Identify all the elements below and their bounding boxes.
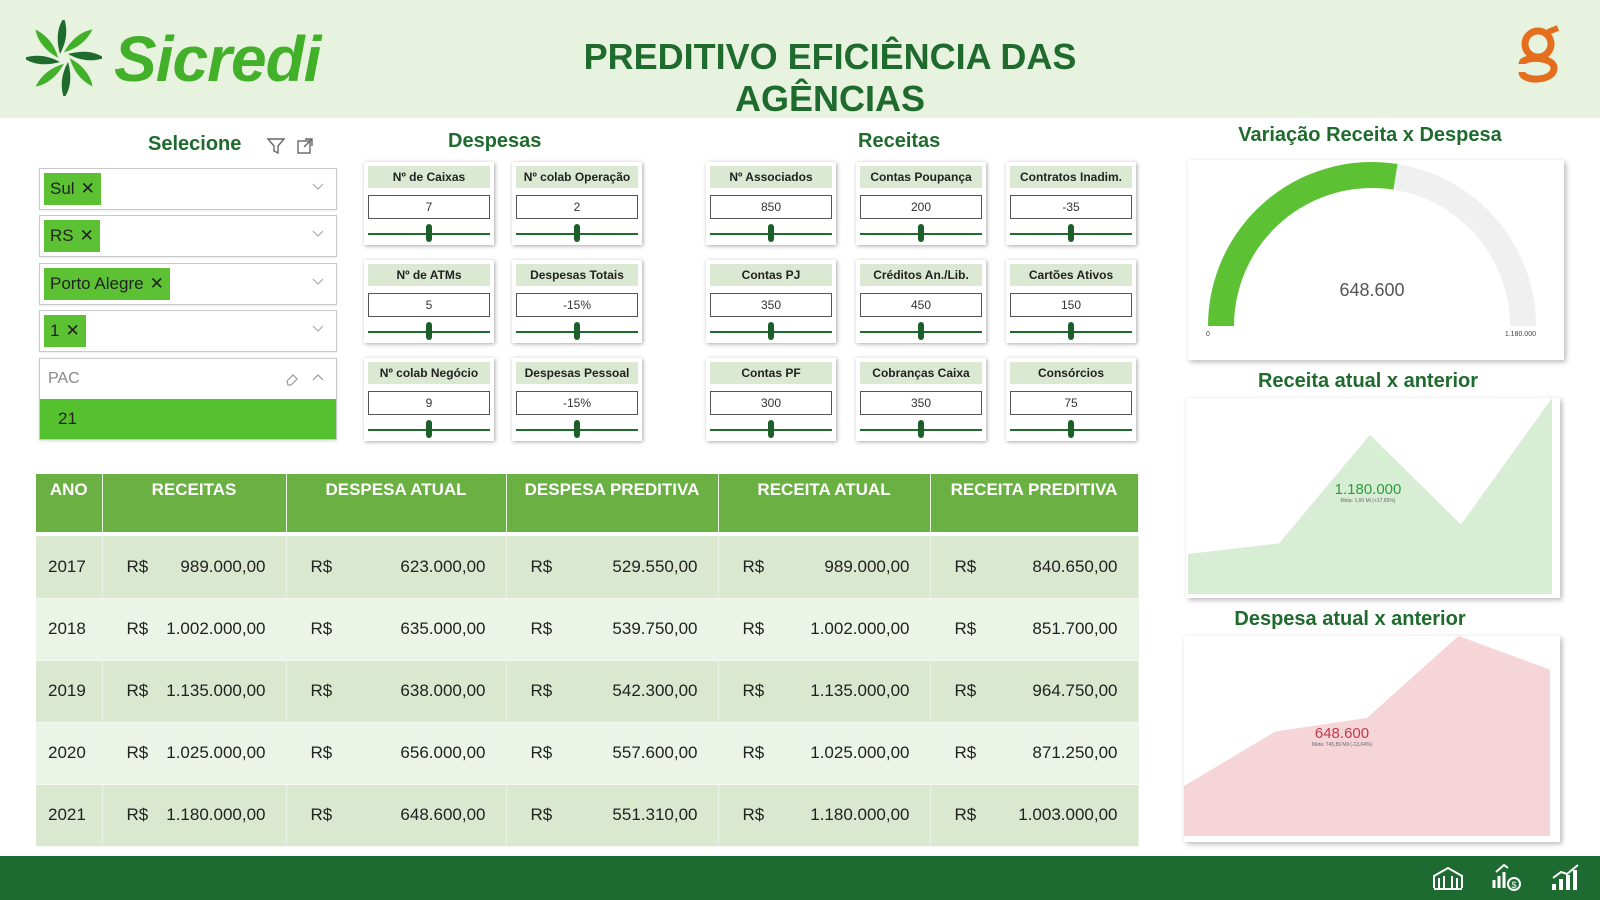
currency-symbol: R$ bbox=[742, 681, 765, 700]
param-card bbox=[512, 162, 642, 245]
money-value: 656.000,00 bbox=[400, 743, 486, 762]
money-value: 648.600,00 bbox=[400, 805, 486, 824]
year-cell: 2017 bbox=[36, 536, 102, 598]
gauge-title: Variação Receita x Despesa bbox=[1238, 124, 1502, 146]
currency-symbol: R$ bbox=[954, 681, 977, 700]
despesa-area-chart bbox=[1184, 636, 1560, 842]
param-label: Despesas Pessoal bbox=[516, 362, 638, 384]
money-value: 1.025.000,00 bbox=[166, 743, 266, 762]
money-value: 557.600,00 bbox=[612, 743, 698, 762]
currency-symbol: R$ bbox=[310, 743, 333, 762]
param-slider-thumb[interactable] bbox=[574, 322, 580, 340]
param-card bbox=[856, 162, 986, 245]
money-cell bbox=[930, 536, 1138, 598]
money-value: 851.700,00 bbox=[1032, 619, 1118, 638]
money-value: 1.135.000,00 bbox=[166, 681, 266, 700]
money-cell bbox=[718, 722, 930, 784]
currency-symbol: R$ bbox=[126, 556, 149, 576]
param-card bbox=[706, 260, 836, 343]
money-value: 542.300,00 bbox=[612, 681, 698, 700]
currency-symbol: R$ bbox=[530, 743, 553, 762]
money-value: 638.000,00 bbox=[400, 681, 486, 700]
currency-symbol: R$ bbox=[310, 556, 333, 576]
param-card bbox=[856, 358, 986, 441]
currency-symbol: R$ bbox=[126, 619, 149, 638]
receita-chart-card bbox=[1186, 398, 1560, 598]
money-cell bbox=[718, 784, 930, 846]
money-cell bbox=[718, 598, 930, 660]
bar-chart-icon[interactable] bbox=[1550, 862, 1582, 894]
money-value: 840.650,00 bbox=[1032, 556, 1118, 576]
remove-chip-icon[interactable]: ✕ bbox=[79, 226, 94, 245]
column-header: ANO bbox=[36, 474, 102, 532]
money-cell bbox=[718, 660, 930, 722]
column-header: RECEITAS bbox=[102, 474, 286, 532]
param-label: Contratos Inadim. bbox=[1010, 166, 1132, 188]
param-value-input[interactable]: 850 bbox=[710, 195, 832, 219]
param-value-input[interactable]: 75 bbox=[1010, 391, 1132, 415]
currency-symbol: R$ bbox=[126, 805, 149, 824]
g-logo-icon bbox=[1514, 24, 1562, 88]
money-value: 989.000,00 bbox=[180, 556, 266, 576]
param-label: Nº de ATMs bbox=[368, 264, 490, 286]
currency-symbol: R$ bbox=[126, 743, 149, 762]
despesa-chart-title: Despesa atual x anterior bbox=[1234, 608, 1466, 630]
currency-symbol: R$ bbox=[530, 619, 553, 638]
param-card bbox=[1006, 162, 1136, 245]
despesas-title: Despesas bbox=[448, 130, 542, 152]
column-header: DESPESA PREDITIVA bbox=[506, 474, 718, 532]
money-cell bbox=[102, 598, 286, 660]
table-header-row bbox=[36, 474, 1138, 532]
money-value: 1.002.000,00 bbox=[166, 619, 266, 638]
param-label: Nº colab Negócio bbox=[368, 362, 490, 384]
param-slider-thumb[interactable] bbox=[426, 322, 432, 340]
gauge-chart bbox=[1188, 160, 1564, 360]
money-cell bbox=[930, 784, 1138, 846]
param-label: Consórcios bbox=[1010, 362, 1132, 384]
param-slider-thumb[interactable] bbox=[918, 420, 924, 438]
param-label: Contas PF bbox=[710, 362, 832, 384]
param-value-input[interactable]: 7 bbox=[368, 195, 490, 219]
param-slider-thumb[interactable] bbox=[574, 420, 580, 438]
bank-icon[interactable] bbox=[1432, 862, 1464, 894]
param-card bbox=[364, 162, 494, 245]
money-cell bbox=[102, 722, 286, 784]
money-value: 635.000,00 bbox=[400, 619, 486, 638]
currency-symbol: R$ bbox=[530, 805, 553, 824]
param-card bbox=[512, 260, 642, 343]
currency-symbol: R$ bbox=[954, 619, 977, 638]
param-label: Contas Poupança bbox=[860, 166, 982, 188]
money-value: 539.750,00 bbox=[612, 619, 698, 638]
gauge-value-label: 648.600 bbox=[1339, 280, 1405, 300]
param-slider-thumb[interactable] bbox=[918, 224, 924, 242]
param-slider-thumb[interactable] bbox=[1068, 322, 1074, 340]
money-cell bbox=[506, 536, 718, 598]
currency-symbol: R$ bbox=[742, 743, 765, 762]
money-cell bbox=[718, 536, 930, 598]
filter-chip bbox=[44, 268, 170, 300]
currency-symbol: R$ bbox=[954, 556, 977, 576]
money-cell bbox=[102, 784, 286, 846]
chip-label: 1 bbox=[50, 321, 60, 340]
param-card bbox=[364, 358, 494, 441]
currency-symbol: R$ bbox=[310, 619, 333, 638]
currency-symbol: R$ bbox=[954, 743, 977, 762]
money-value: 871.250,00 bbox=[1032, 743, 1118, 762]
param-label: Cobranças Caixa bbox=[860, 362, 982, 384]
header-bar bbox=[0, 0, 1600, 118]
param-label: Nº colab Operação bbox=[516, 166, 638, 188]
filter-dropdown-region[interactable] bbox=[39, 168, 337, 210]
pac-dropdown[interactable] bbox=[39, 358, 337, 440]
money-value: 1.002.000,00 bbox=[810, 619, 910, 638]
sicredi-logo bbox=[26, 18, 346, 98]
table-row bbox=[36, 536, 1138, 598]
money-value: 1.180.000,00 bbox=[810, 805, 910, 824]
svg-text:$: $ bbox=[1511, 880, 1517, 890]
param-value-input[interactable]: 5 bbox=[368, 293, 490, 317]
money-cell bbox=[506, 660, 718, 722]
param-value-input[interactable]: -15% bbox=[516, 293, 638, 317]
param-card bbox=[1006, 260, 1136, 343]
currency-symbol: R$ bbox=[954, 805, 977, 824]
money-cell bbox=[102, 536, 286, 598]
param-slider-thumb[interactable] bbox=[768, 420, 774, 438]
gauge-card bbox=[1188, 160, 1564, 360]
chip-label: Sul bbox=[50, 179, 75, 198]
param-card bbox=[856, 260, 986, 343]
param-label: Nº Associados bbox=[710, 166, 832, 188]
pac-option-selected[interactable]: 21 bbox=[40, 399, 336, 439]
money-cell bbox=[506, 784, 718, 846]
param-value-input[interactable]: -35 bbox=[1010, 195, 1132, 219]
filter-chip bbox=[44, 315, 86, 347]
remove-chip-icon[interactable]: ✕ bbox=[65, 321, 80, 340]
filter-icon[interactable] bbox=[266, 136, 288, 156]
param-label: Contas PJ bbox=[710, 264, 832, 286]
column-header: RECEITA PREDITIVA bbox=[930, 474, 1138, 532]
gauge-fill bbox=[1208, 162, 1397, 326]
year-cell: 2021 bbox=[36, 784, 102, 846]
param-slider-thumb[interactable] bbox=[768, 322, 774, 340]
sicredi-logo-icon bbox=[26, 20, 102, 96]
slicer-toolbar bbox=[266, 136, 344, 156]
param-card bbox=[706, 358, 836, 441]
param-value-input[interactable]: 150 bbox=[1010, 293, 1132, 317]
gauge-max-label: 1.180.000 bbox=[1504, 331, 1536, 338]
filter-dropdown-city[interactable] bbox=[39, 263, 337, 305]
money-cell bbox=[286, 598, 506, 660]
table-row bbox=[36, 784, 1138, 846]
expand-icon[interactable] bbox=[295, 136, 317, 156]
chevron-up-icon[interactable] bbox=[312, 373, 324, 381]
money-value: 1.025.000,00 bbox=[810, 743, 910, 762]
money-value: 989.000,00 bbox=[824, 556, 910, 576]
table-row bbox=[36, 598, 1138, 660]
param-slider-thumb[interactable] bbox=[1068, 420, 1074, 438]
money-value: 1.180.000,00 bbox=[166, 805, 266, 824]
money-cell bbox=[930, 722, 1138, 784]
page-title: PREDITIVO EFICIÊNCIA DAS AGÊNCIAS bbox=[583, 36, 1077, 119]
filter-chip bbox=[44, 173, 101, 205]
param-value-input[interactable]: 200 bbox=[860, 195, 982, 219]
money-cell bbox=[930, 598, 1138, 660]
chevron-down-icon[interactable] bbox=[312, 278, 324, 286]
brand-name: Sicredi bbox=[114, 23, 321, 95]
pac-placeholder: PAC bbox=[48, 370, 80, 387]
despesa-chart-card bbox=[1184, 636, 1560, 842]
param-value-input[interactable]: 300 bbox=[710, 391, 832, 415]
param-slider-thumb[interactable] bbox=[426, 420, 432, 438]
param-label: Nº de Caixas bbox=[368, 166, 490, 188]
param-card bbox=[512, 358, 642, 441]
param-card bbox=[706, 162, 836, 245]
eraser-icon[interactable] bbox=[284, 371, 300, 387]
param-card bbox=[1006, 358, 1136, 441]
money-cell bbox=[506, 598, 718, 660]
receitas-title: Receitas bbox=[858, 130, 941, 152]
param-label: Créditos An./Lib. bbox=[860, 264, 982, 286]
column-header: DESPESA ATUAL bbox=[286, 474, 506, 532]
param-card bbox=[364, 260, 494, 343]
filter-dropdown-cooperative[interactable] bbox=[39, 310, 337, 352]
chevron-down-icon[interactable] bbox=[312, 325, 324, 333]
gauge-min-label: 0 bbox=[1206, 331, 1210, 338]
receita-area-chart bbox=[1186, 398, 1560, 598]
results-table bbox=[36, 474, 1139, 847]
growth-money-icon[interactable] bbox=[1490, 862, 1522, 894]
column-header: RECEITA ATUAL bbox=[718, 474, 930, 532]
filter-chip bbox=[44, 220, 100, 252]
table-row bbox=[36, 660, 1138, 722]
money-cell bbox=[286, 536, 506, 598]
money-value: 964.750,00 bbox=[1032, 681, 1118, 700]
money-value: 1.003.000,00 bbox=[1018, 805, 1118, 824]
param-slider-thumb[interactable] bbox=[1068, 224, 1074, 242]
despesa-value-label: 648.600 bbox=[1314, 725, 1370, 742]
param-value-input[interactable]: 350 bbox=[710, 293, 832, 317]
year-cell: 2020 bbox=[36, 722, 102, 784]
remove-chip-icon[interactable]: ✕ bbox=[80, 179, 95, 198]
receita-chart-title: Receita atual x anterior bbox=[1257, 370, 1479, 392]
chevron-down-icon[interactable] bbox=[312, 183, 324, 191]
param-label: Cartões Ativos bbox=[1010, 264, 1132, 286]
chip-label: Porto Alegre bbox=[50, 274, 144, 293]
currency-symbol: R$ bbox=[742, 805, 765, 824]
param-value-input[interactable]: 350 bbox=[860, 391, 982, 415]
money-cell bbox=[930, 660, 1138, 722]
param-value-input[interactable]: 2 bbox=[516, 195, 638, 219]
param-value-input[interactable]: 9 bbox=[368, 391, 490, 415]
currency-symbol: R$ bbox=[530, 556, 553, 576]
param-slider-thumb[interactable] bbox=[426, 224, 432, 242]
receita-sub-label: Meta: 1,00 Mi (+17,65%) bbox=[1340, 498, 1396, 504]
money-cell bbox=[286, 784, 506, 846]
param-slider-thumb[interactable] bbox=[574, 224, 580, 242]
money-cell bbox=[506, 722, 718, 784]
currency-symbol: R$ bbox=[126, 681, 149, 700]
currency-symbol: R$ bbox=[742, 556, 765, 576]
currency-symbol: R$ bbox=[310, 681, 333, 700]
currency-symbol: R$ bbox=[742, 619, 765, 638]
param-value-input[interactable]: -15% bbox=[516, 391, 638, 415]
param-slider-thumb[interactable] bbox=[918, 322, 924, 340]
remove-chip-icon[interactable]: ✕ bbox=[149, 274, 164, 293]
chip-label: RS bbox=[50, 226, 74, 245]
money-value: 551.310,00 bbox=[612, 805, 698, 824]
money-value: 623.000,00 bbox=[400, 556, 486, 576]
param-value-input[interactable]: 450 bbox=[860, 293, 982, 317]
filter-dropdown-state[interactable] bbox=[39, 215, 337, 257]
currency-symbol: R$ bbox=[530, 681, 553, 700]
param-slider-thumb[interactable] bbox=[768, 224, 774, 242]
year-cell: 2018 bbox=[36, 598, 102, 660]
currency-symbol: R$ bbox=[310, 805, 333, 824]
param-label: Despesas Totais bbox=[516, 264, 638, 286]
footer-bar bbox=[0, 856, 1600, 900]
money-cell bbox=[286, 722, 506, 784]
receita-value-label: 1.180.000 bbox=[1334, 481, 1402, 498]
money-cell bbox=[102, 660, 286, 722]
year-cell: 2019 bbox=[36, 660, 102, 722]
despesa-sub-label: Meta: 745,89 Mil (-13,04%) bbox=[1311, 742, 1373, 748]
money-value: 1.135.000,00 bbox=[810, 681, 910, 700]
money-value: 529.550,00 bbox=[612, 556, 698, 576]
money-cell bbox=[286, 660, 506, 722]
slicer-title: Selecione bbox=[148, 133, 242, 155]
chevron-down-icon[interactable] bbox=[312, 230, 324, 238]
table-row bbox=[36, 722, 1138, 784]
